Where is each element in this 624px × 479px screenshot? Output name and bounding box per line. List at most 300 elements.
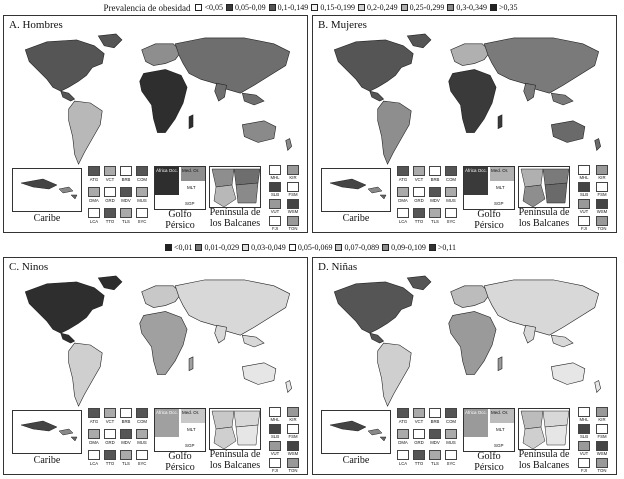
world-map <box>316 30 613 178</box>
legend-bottom-entry <box>289 243 333 252</box>
region-oceania <box>242 121 276 143</box>
region-central-america <box>61 333 75 343</box>
state-code: WSM <box>287 209 299 214</box>
balkans-map <box>210 167 261 208</box>
region-oceania <box>242 363 276 385</box>
state-code: DMA <box>398 198 408 203</box>
region-africa <box>449 69 496 132</box>
map-panel <box>312 15 617 233</box>
state-code: VCT <box>105 177 115 182</box>
state-code: MDV <box>430 198 440 203</box>
balkan-country <box>236 183 258 203</box>
caribbean-map <box>322 169 391 212</box>
state-code: ATG <box>89 177 99 182</box>
state-code: BRB <box>430 177 440 182</box>
legend-swatch <box>311 4 318 11</box>
panel-title: B. Mujeres <box>318 19 367 31</box>
legend-label: 0,15-0,199 <box>320 3 355 12</box>
inset-balcanes <box>518 166 570 208</box>
region-south-america <box>378 101 412 164</box>
region-north-america <box>25 282 104 333</box>
region-nz <box>286 381 292 393</box>
state-code: COM <box>136 419 148 424</box>
region-asia <box>484 38 598 93</box>
state-box <box>578 441 590 451</box>
state-box <box>596 424 608 434</box>
balkan-country <box>236 425 258 445</box>
med-or-label: Med. Or. <box>182 410 200 415</box>
state-code: TON <box>597 226 607 231</box>
region-india <box>524 325 536 343</box>
inset-golfo-persico <box>463 166 515 210</box>
state-box <box>269 216 281 226</box>
state-box <box>88 166 100 176</box>
caribe-label: Caribe <box>33 455 61 466</box>
region-europe <box>451 44 490 66</box>
legend-label: 0,03-0,049 <box>251 243 286 252</box>
world-map <box>7 30 304 178</box>
region-europe <box>451 286 490 308</box>
region-india <box>215 83 227 101</box>
balcanes-label: Península de los Balcanes <box>209 207 261 229</box>
state-box <box>578 199 590 209</box>
balkan-country <box>523 427 545 449</box>
state-code: MHL <box>579 175 589 180</box>
state-code: KIR <box>289 175 297 180</box>
region-greenland <box>407 276 431 290</box>
legend-label: 0,09-0,109 <box>391 243 426 252</box>
legend-bottom-entry <box>242 243 286 252</box>
region-madagascar <box>498 115 502 129</box>
state-box <box>287 199 299 209</box>
legend-top-entry <box>311 3 355 12</box>
state-code: MHL <box>270 175 280 180</box>
state-code: VCT <box>414 419 424 424</box>
legend-label: <0,01 <box>173 243 193 252</box>
state-box <box>578 424 590 434</box>
region-south-america <box>69 101 103 164</box>
legend-bottom-entry <box>165 243 193 252</box>
region-se-asia <box>551 335 573 347</box>
panel-title: D. Niñas <box>318 261 358 273</box>
golfo-persico-label: Golfo Pérsico <box>474 209 504 231</box>
state-box <box>136 429 148 439</box>
legend-top-entry <box>490 3 518 12</box>
caribbean-map <box>13 169 82 212</box>
legend-top-entry <box>226 3 266 12</box>
caribe-label: Caribe <box>33 213 61 224</box>
state-code: LCA <box>398 461 408 466</box>
balkan-country <box>543 411 569 427</box>
state-code: VCT <box>105 419 115 424</box>
sgp-label: SGP <box>494 443 504 448</box>
region-asia <box>175 38 289 93</box>
state-box <box>578 458 590 468</box>
panel-title: A. Hombres <box>9 19 63 31</box>
state-code: ATG <box>398 177 408 182</box>
pacific-states-grid <box>266 164 304 232</box>
region-madagascar <box>189 357 193 371</box>
state-box <box>413 429 425 439</box>
region-oceania <box>551 363 585 385</box>
state-code: MUS <box>137 440 147 445</box>
state-box <box>578 165 590 175</box>
legend-swatch <box>401 4 408 11</box>
africa-occ-label: África Occ. <box>465 410 488 415</box>
africa-occ-label: África Occ. <box>156 168 179 173</box>
state-code: COM <box>445 419 457 424</box>
state-box <box>596 199 608 209</box>
panel-title: C. Ninos <box>9 261 49 273</box>
legend-bottom-items <box>165 243 459 253</box>
state-code: LCA <box>398 219 408 224</box>
state-box <box>596 165 608 175</box>
state-box <box>120 450 132 460</box>
state-code: WSM <box>287 451 299 456</box>
legend-label: 0,05-0,069 <box>297 243 333 252</box>
state-box <box>578 407 590 417</box>
med-or-label: Med. Or. <box>182 168 200 173</box>
state-code: FJI <box>581 468 587 473</box>
state-box <box>429 208 441 218</box>
state-box <box>413 166 425 176</box>
region-nz <box>286 139 292 151</box>
legend-bottom-entry <box>335 243 379 252</box>
state-box <box>445 429 457 439</box>
island-shape <box>71 195 77 199</box>
balkan-country <box>214 185 236 207</box>
state-box <box>104 408 116 418</box>
state-box <box>397 166 409 176</box>
state-code: BRB <box>121 419 131 424</box>
map-panel <box>312 257 617 475</box>
state-code: MUS <box>446 440 456 445</box>
balkans-map <box>519 167 570 208</box>
region-madagascar <box>498 357 502 371</box>
island-shape <box>71 437 77 441</box>
state-code: MUS <box>137 198 147 203</box>
island-shape <box>380 437 386 441</box>
legend-label: 0,25-0,299 <box>409 3 445 12</box>
state-box <box>269 199 281 209</box>
balcanes-label: Península de los Balcanes <box>209 449 261 471</box>
state-code: DMA <box>89 440 99 445</box>
state-box <box>269 441 281 451</box>
region-africa <box>140 311 187 374</box>
region-oceania <box>551 121 585 143</box>
state-box <box>445 187 457 197</box>
mlt-label: MLT <box>187 427 196 432</box>
state-box <box>104 429 116 439</box>
state-code: FJI <box>272 226 278 231</box>
island-shape <box>59 429 73 435</box>
legend-swatch <box>335 244 342 251</box>
state-box <box>429 450 441 460</box>
legend-top-entry <box>269 3 309 12</box>
state-code: MUS <box>446 198 456 203</box>
inset-caribe <box>321 410 391 454</box>
state-code: SLB <box>270 434 280 439</box>
state-code: TTO <box>414 461 424 466</box>
legend-top-entry <box>401 3 445 12</box>
state-box <box>397 429 409 439</box>
state-code: FSM <box>597 434 607 439</box>
caribe-label: Caribe <box>342 455 370 466</box>
state-box <box>596 182 608 192</box>
balkan-country <box>212 411 234 429</box>
state-code: ATG <box>398 419 408 424</box>
state-box <box>88 187 100 197</box>
mlt-label: MLT <box>496 185 505 190</box>
legend-swatch <box>447 4 454 11</box>
sgp-label: SGP <box>185 201 195 206</box>
region-asia <box>484 280 598 335</box>
legend-top-entry <box>195 3 223 12</box>
region-north-america <box>334 40 413 91</box>
state-box <box>104 166 116 176</box>
state-box <box>596 216 608 226</box>
legend-label: >0,35 <box>499 3 518 12</box>
state-code: SYC <box>446 461 456 466</box>
legend-bottom <box>0 241 624 255</box>
legend-swatch <box>165 244 172 251</box>
state-box <box>287 424 299 434</box>
state-box <box>287 182 299 192</box>
region-india <box>215 325 227 343</box>
world-map <box>7 272 304 420</box>
sgp-label: SGP <box>185 443 195 448</box>
legend-swatch <box>226 4 233 11</box>
pacific-states-grid <box>266 406 304 474</box>
region-nz <box>595 381 601 393</box>
med-or-label: Med. Or. <box>491 410 509 415</box>
legend-top-entry <box>358 3 398 12</box>
state-code: TTO <box>414 219 424 224</box>
island-shape <box>59 187 73 193</box>
balkan-country <box>214 427 236 449</box>
state-box <box>397 187 409 197</box>
balkans-map <box>519 409 570 450</box>
legend-label: >0,11 <box>437 243 457 252</box>
state-code: FSM <box>288 192 298 197</box>
region-greenland <box>98 276 122 290</box>
state-code: SYC <box>446 219 456 224</box>
golfo-persico-label: Golfo Pérsico <box>165 209 195 231</box>
inset-golfo-persico <box>154 166 206 210</box>
state-box <box>104 450 116 460</box>
legend-swatch <box>269 4 276 11</box>
region-india <box>524 83 536 101</box>
state-code: TLS <box>122 461 130 466</box>
region-madagascar <box>189 115 193 129</box>
state-code: COM <box>445 177 457 182</box>
state-code: SLB <box>579 434 589 439</box>
legend-bottom-entry <box>429 243 456 252</box>
state-box <box>136 187 148 197</box>
region-south-america <box>69 343 103 406</box>
region-south-america <box>378 343 412 406</box>
state-code: KIR <box>598 417 606 422</box>
region-europe <box>142 44 181 66</box>
state-box <box>136 208 148 218</box>
small-states-grid <box>395 164 459 230</box>
state-box <box>429 429 441 439</box>
state-code: FJI <box>581 226 587 231</box>
state-code: KIR <box>598 175 606 180</box>
sgp-label: SGP <box>494 201 504 206</box>
state-box <box>120 208 132 218</box>
state-box <box>445 450 457 460</box>
state-box <box>120 408 132 418</box>
caribbean-map <box>322 411 391 454</box>
state-code: SYC <box>137 461 147 466</box>
island-shape <box>21 179 57 189</box>
balkan-country <box>234 169 260 185</box>
state-box <box>120 187 132 197</box>
legend-label: 0,07-0,089 <box>344 243 380 252</box>
inset-balcanes <box>209 408 261 450</box>
state-box <box>413 408 425 418</box>
balcanes-label: Península de los Balcanes <box>518 207 570 229</box>
state-box <box>397 408 409 418</box>
state-box <box>88 450 100 460</box>
legend-swatch <box>289 244 296 251</box>
state-box <box>445 408 457 418</box>
state-code: MDV <box>121 198 131 203</box>
state-box <box>429 187 441 197</box>
legend-swatch <box>195 244 202 251</box>
state-code: DMA <box>89 198 99 203</box>
region-asia <box>175 280 289 335</box>
golfo-persico-label: Golfo Pérsico <box>474 451 504 473</box>
legend-swatch <box>358 4 365 11</box>
map-panel <box>3 15 308 233</box>
state-code: TTO <box>105 461 115 466</box>
state-box <box>429 166 441 176</box>
region-greenland <box>98 34 122 48</box>
balkan-country <box>523 185 545 207</box>
island-shape <box>368 429 382 435</box>
state-code: MDV <box>121 440 131 445</box>
legend-label: 0,05-0,09 <box>234 3 266 12</box>
region-se-asia <box>242 93 264 105</box>
inset-caribe <box>321 168 391 212</box>
region-greenland <box>407 34 431 48</box>
state-code: SLB <box>579 192 589 197</box>
state-box <box>104 187 116 197</box>
state-box <box>269 182 281 192</box>
state-code: GRD <box>105 198 115 203</box>
legend-label: <0,05 <box>204 3 223 12</box>
state-code: VUT <box>270 451 280 456</box>
state-box <box>445 208 457 218</box>
region-central-america <box>370 333 384 343</box>
state-box <box>287 165 299 175</box>
state-code: GRD <box>414 440 424 445</box>
legend-bottom-entry <box>195 243 239 252</box>
state-code: SLB <box>270 192 280 197</box>
state-box <box>429 408 441 418</box>
inset-balcanes <box>518 408 570 450</box>
legend-title: Prevalencia de obesidad <box>103 3 191 13</box>
small-states-grid <box>395 406 459 472</box>
state-code: FSM <box>597 192 607 197</box>
state-box <box>445 166 457 176</box>
state-box <box>578 182 590 192</box>
state-box <box>88 208 100 218</box>
state-code: TON <box>288 468 298 473</box>
state-box <box>578 216 590 226</box>
island-shape <box>21 421 57 431</box>
africa-occ-label: África Occ. <box>465 168 488 173</box>
state-code: ATG <box>89 419 99 424</box>
small-states-grid <box>86 406 150 472</box>
balkan-country <box>234 411 260 427</box>
state-code: VUT <box>579 451 589 456</box>
state-code: WSM <box>596 451 608 456</box>
state-box <box>269 407 281 417</box>
legend-label: 0,01-0,029 <box>204 243 240 252</box>
state-code: MHL <box>270 417 280 422</box>
state-box <box>287 441 299 451</box>
inset-golfo-persico <box>463 408 515 452</box>
island-shape <box>368 187 382 193</box>
state-box <box>413 450 425 460</box>
state-box <box>287 458 299 468</box>
state-box <box>397 450 409 460</box>
caribe-label: Caribe <box>342 213 370 224</box>
legend-top-items <box>195 3 520 13</box>
state-code: TLS <box>431 219 439 224</box>
legend-label: 0,3-0,349 <box>456 3 487 12</box>
state-box <box>88 408 100 418</box>
state-box <box>596 441 608 451</box>
state-code: LCA <box>89 461 99 466</box>
state-code: TON <box>288 226 298 231</box>
state-box <box>269 458 281 468</box>
region-nz <box>595 139 601 151</box>
state-code: FSM <box>288 434 298 439</box>
legend-label: 0,1-0,149 <box>277 3 309 12</box>
region-africa <box>449 311 496 374</box>
balkans-map <box>210 409 261 450</box>
region-africa <box>140 69 187 132</box>
state-code: TTO <box>105 219 115 224</box>
region-north-america <box>334 282 413 333</box>
legend-swatch <box>195 4 202 11</box>
state-code: FJI <box>272 468 278 473</box>
state-box <box>269 424 281 434</box>
legend-top-entry <box>447 3 487 12</box>
state-code: VCT <box>414 177 424 182</box>
island-shape <box>330 179 366 189</box>
state-box <box>88 429 100 439</box>
state-box <box>413 187 425 197</box>
state-code: VUT <box>270 209 280 214</box>
state-box <box>397 208 409 218</box>
region-se-asia <box>551 93 573 105</box>
mlt-label: MLT <box>496 427 505 432</box>
region-se-asia <box>242 335 264 347</box>
med-or-label: Med. Or. <box>491 168 509 173</box>
state-box <box>413 208 425 218</box>
pacific-states-grid <box>575 164 613 232</box>
state-code: SYC <box>137 219 147 224</box>
legend-bottom-entry <box>382 243 426 252</box>
state-code: MHL <box>579 417 589 422</box>
inset-caribe <box>12 410 82 454</box>
state-code: GRD <box>414 198 424 203</box>
